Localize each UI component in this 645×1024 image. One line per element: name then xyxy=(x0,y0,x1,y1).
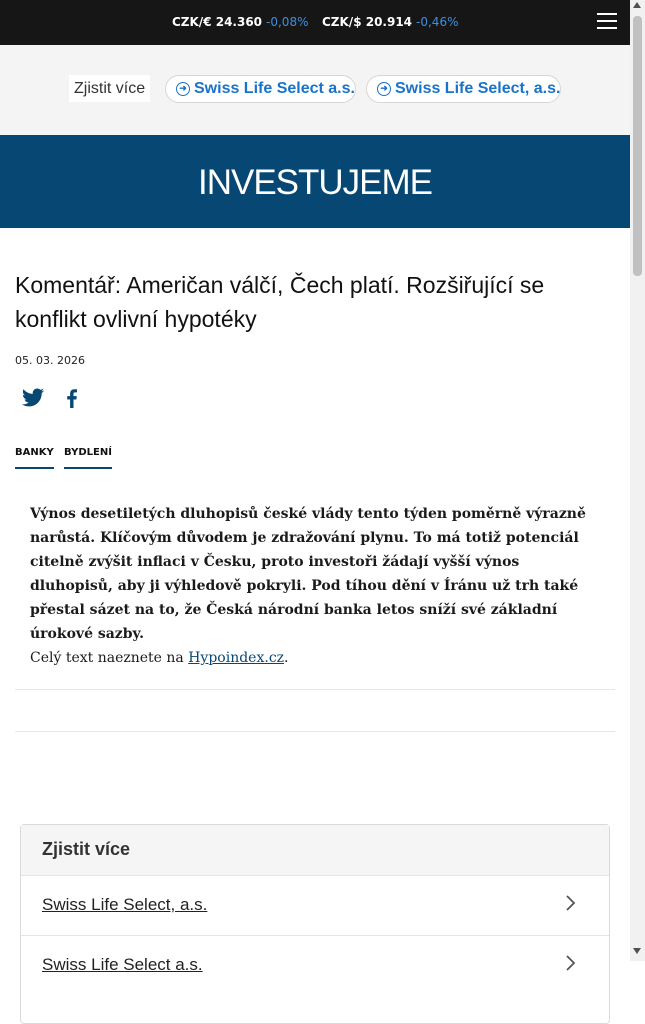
arrow-circle-icon: ➜ xyxy=(377,82,391,96)
ticker-eur xyxy=(172,15,308,29)
ticker-usd xyxy=(322,15,458,29)
ticker-eur-label: CZK/€ 24.360 xyxy=(172,15,263,29)
scrollbar-thumb[interactable] xyxy=(633,16,642,276)
learn-more-box xyxy=(20,824,610,1024)
scroll-down-arrow[interactable] xyxy=(633,948,641,954)
more-suffix: . xyxy=(284,650,289,666)
brand-banner xyxy=(0,135,630,228)
divider xyxy=(15,731,615,732)
more-prefix: Celý text naeznete na xyxy=(30,650,189,666)
ad-link-2-label: Swiss Life Select, a.s. xyxy=(395,80,561,97)
scroll-up-arrow[interactable] xyxy=(633,2,641,8)
learn-more-item[interactable] xyxy=(21,935,609,995)
learn-more-title: Zjistit více xyxy=(21,825,609,875)
ad-link-1[interactable] xyxy=(165,75,356,103)
top-bar xyxy=(0,0,630,45)
article-date: 05. 03. 2026 xyxy=(15,354,85,367)
chevron-right-icon xyxy=(563,894,579,912)
article-lead: Výnos desetiletých dluhopisů české vlády tento týden poměrně výrazně narůstá. Klíčovým důvodem je zdražování plynu. To má totiž potenciál citelně zvýšit inflaci v Česku, proto investoři žádají vyšší výnos dluhopisů, aby ji výhledově pokryli. Pod tíhou dění v Íránu už trh také přestal sázet na to, že Česká národní banka letos sníží své základní úrokové sazby. xyxy=(30,506,586,642)
tag-banky[interactable]: BANKY xyxy=(15,447,54,469)
menu-icon[interactable] xyxy=(597,13,617,31)
hypoindex-link[interactable]: Hypoindex.cz xyxy=(188,650,285,666)
site-logo[interactable]: INVESTUJEME xyxy=(197,163,433,202)
twitter-icon[interactable] xyxy=(21,386,45,410)
ticker-eur-change: -0,08% xyxy=(266,15,309,29)
ticker-usd-label: CZK/$ 20.914 xyxy=(322,15,413,29)
chevron-right-icon xyxy=(563,954,579,972)
ticker-usd-change: -0,46% xyxy=(416,15,459,29)
ad-link-1-label: Swiss Life Select a.s. xyxy=(194,80,355,97)
arrow-circle-icon: ➜ xyxy=(176,82,190,96)
learn-more-item-label: Swiss Life Select, a.s. xyxy=(42,895,208,914)
ad-label: Zjistit více xyxy=(69,75,150,102)
ad-link-2[interactable] xyxy=(366,75,561,103)
ad-bar xyxy=(0,45,630,135)
learn-more-item-label: Swiss Life Select a.s. xyxy=(42,955,203,974)
tag-bydleni[interactable]: BYDLENÍ xyxy=(64,447,112,469)
article-body xyxy=(30,502,605,670)
learn-more-item[interactable] xyxy=(21,875,609,935)
article-title: Komentář: Američan válčí, Čech platí. Rozšiřující se konflikt ovlivní hypotéky xyxy=(15,272,545,332)
divider xyxy=(15,689,615,690)
facebook-icon[interactable] xyxy=(60,386,84,410)
